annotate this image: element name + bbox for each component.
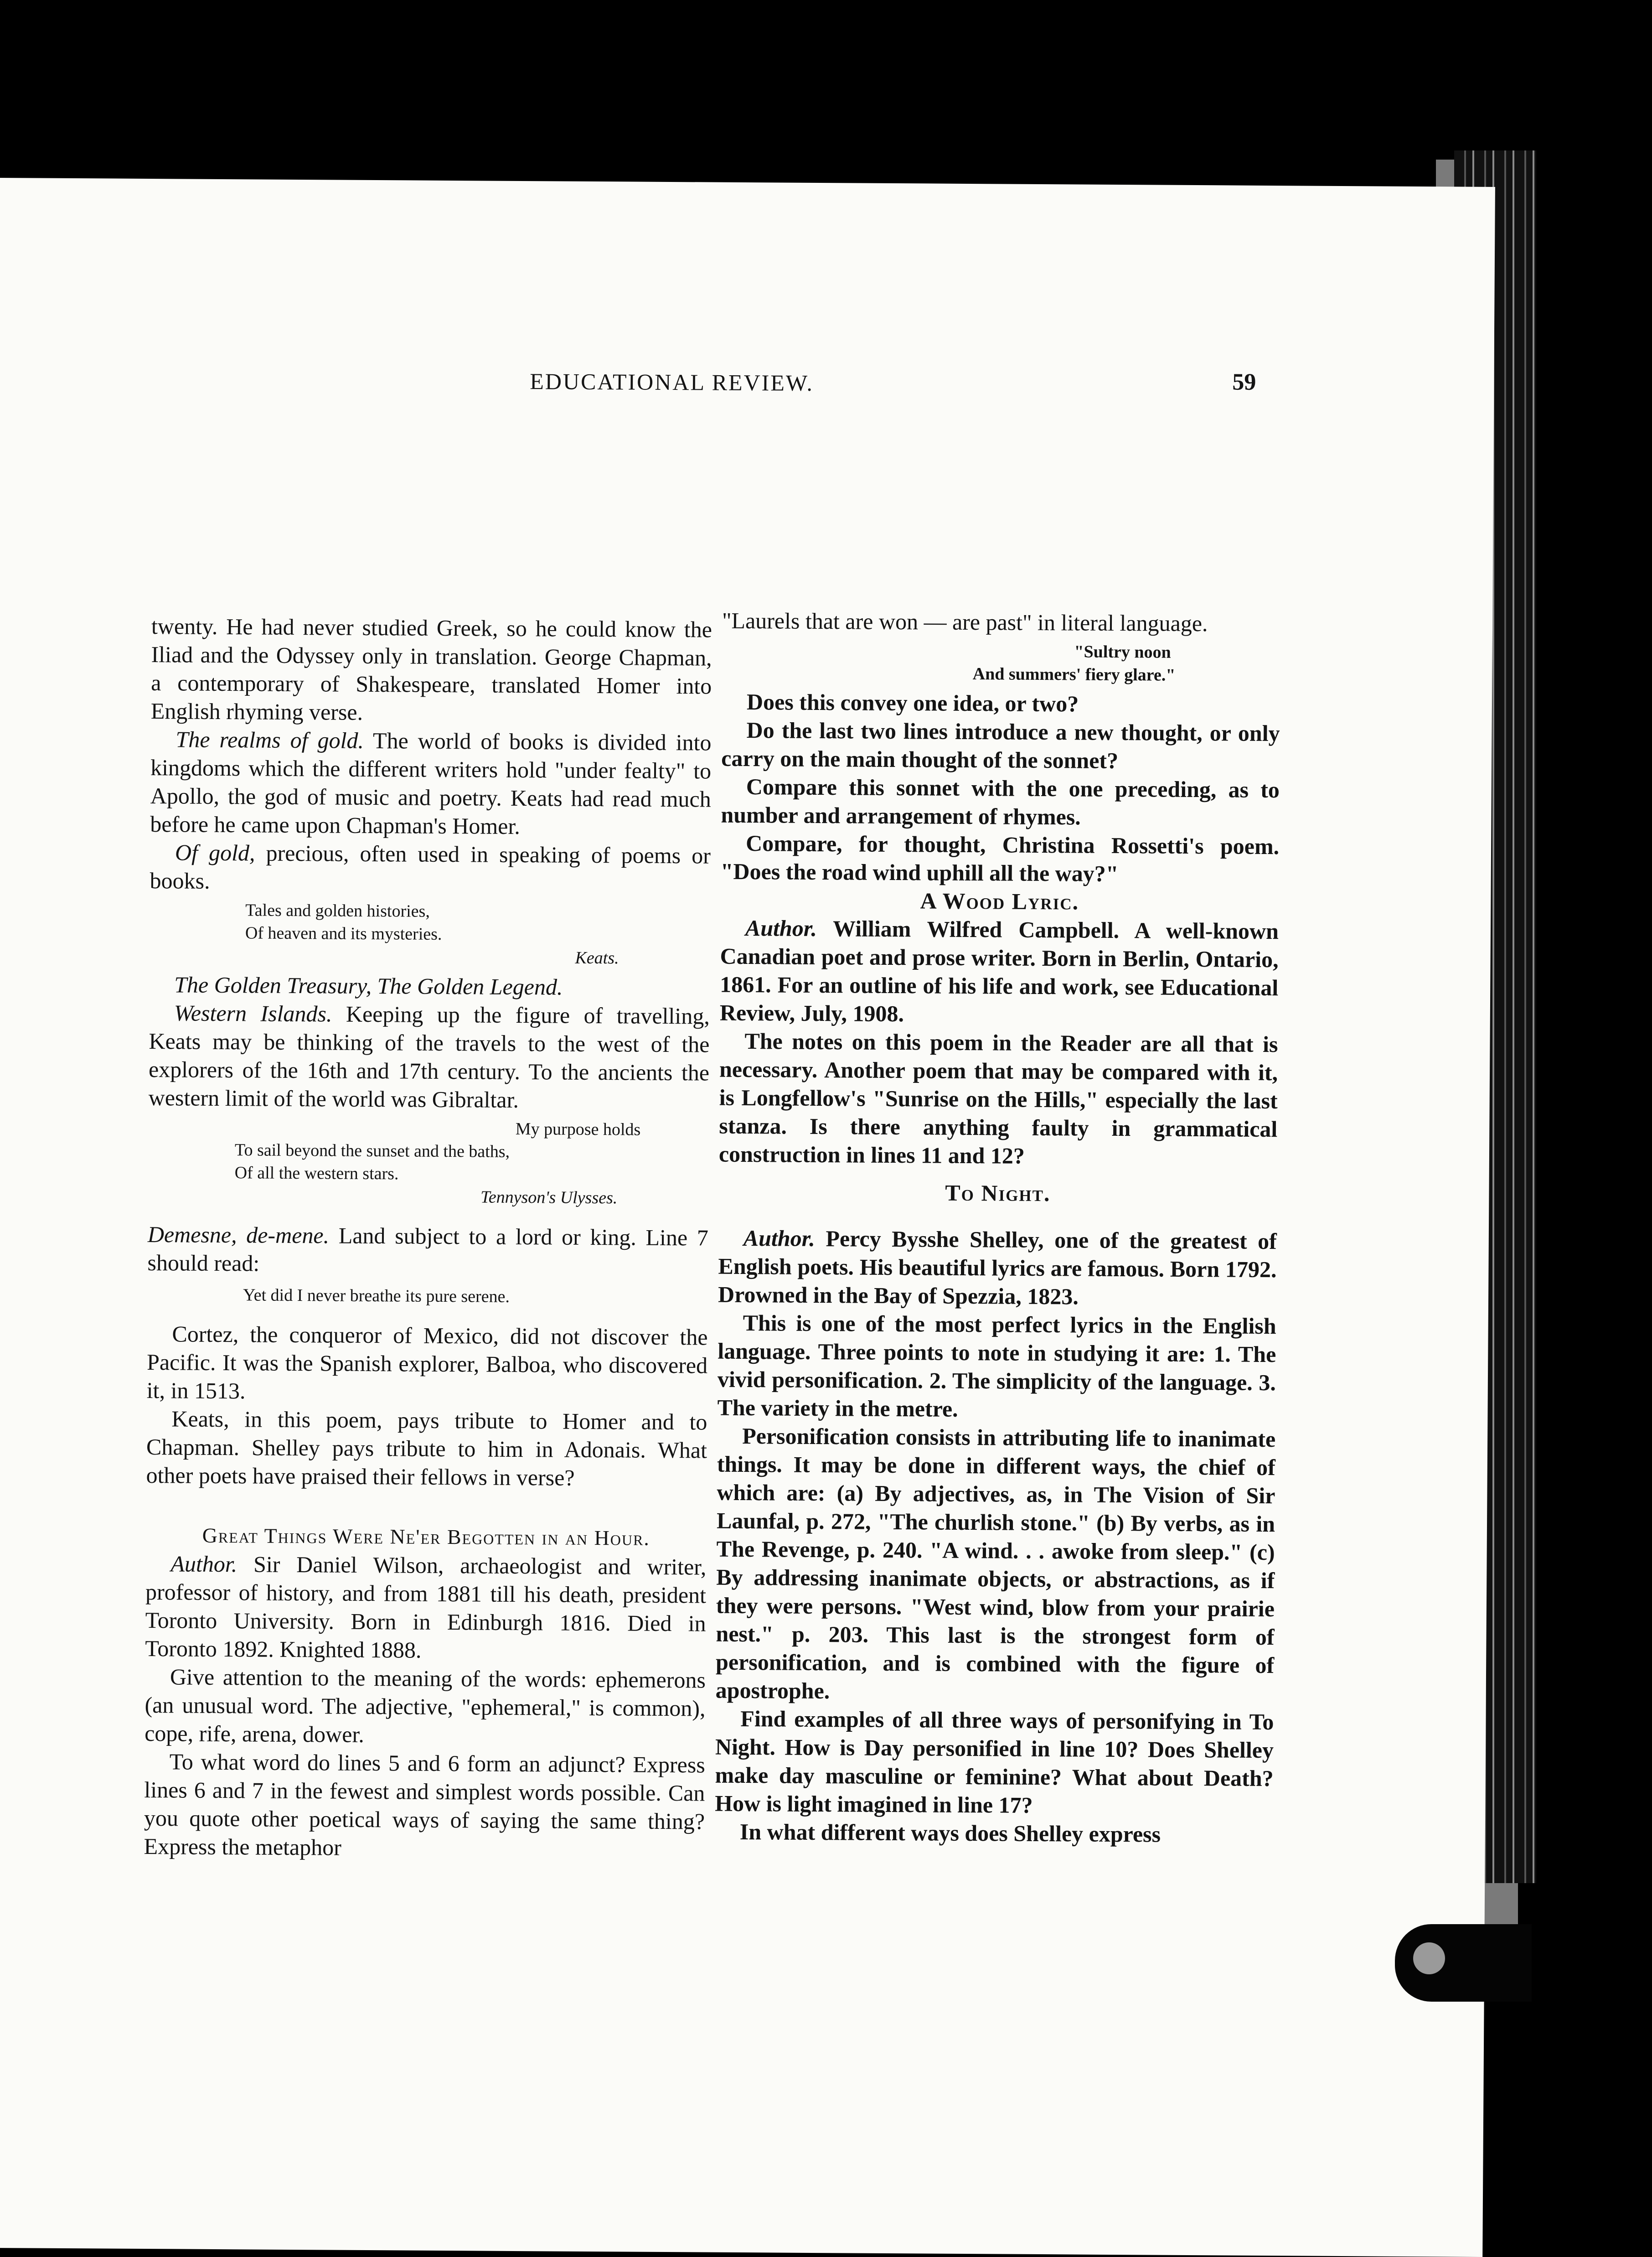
quote-line: Of heaven and its mysteries. — [245, 923, 442, 944]
paragraph: The Golden Treasury, The Golden Legend. — [174, 972, 563, 1000]
paragraph-text: Keeping up the figure of travelling, Keats may be thinking of the travels to the west of the explorers of the 16th and 17th century. To the ancients the western limit of the world was Gibraltar. — [148, 1001, 710, 1113]
section-heading: A Wood Lyric. — [920, 888, 1079, 915]
quote-line: My purpose holds — [515, 1119, 641, 1139]
book-clip-highlight — [1413, 1942, 1445, 1974]
paragraph: twenty. He had never studied Greek, so he could know the Iliad and the Odyssey only in translation. George Chapman, a contemporary of Shakespeare, translated Homer into English rhyming verse. — [150, 613, 712, 725]
page-number: 59 — [1232, 369, 1256, 395]
paragraph — [150, 725, 711, 842]
paragraph: Compare, for thought, Christina Rossetti's poem. "Does the road wind uphill all the way?" — [720, 830, 1280, 887]
term: Of gold, — [175, 839, 255, 866]
paragraph: Does this convey one idea, or two? — [746, 689, 1079, 717]
paragraph: "Laurels that are won — are past" in literal language. — [722, 607, 1208, 637]
paragraph — [148, 999, 709, 1115]
section-heading: Great Things Were Ne'er Begotten in an Hour. — [202, 1523, 650, 1550]
term: Author. — [170, 1551, 237, 1577]
paragraph: The notes on this poem in the Reader are all that is necessary. Another poem that may be compared with it, is Longfellow's "Sunrise on the Hills," especially the last stanza. Is there anything faulty in grammatical construction in lines 11 and 12? — [718, 1028, 1278, 1169]
paragraph: This is one of the most perfect lyrics in the English language. Three points to note in studying it are: 1. The vivid personification. 2. The simplicity of the language. 3. The variety in the metre. — [717, 1310, 1276, 1422]
paragraph: Cortez, the conqueror of Mexico, did not discover the Pacific. It was the Spanish explorer, Balboa, who discovered it, in 1513. — [146, 1321, 708, 1404]
section-heading: To Night. — [945, 1180, 1051, 1206]
paragraph: Do the last two lines introduce a new thought, or only carry on the main thought of the sonnet? — [721, 717, 1280, 774]
term: Author. — [745, 915, 817, 941]
paragraph: To what word do lines 5 and 6 form an adjunct? Express lines 6 and 7 in the fewest and simplest words possible. Can you quote other poetical ways of saying the same thing? Express the metaphor — [144, 1749, 705, 1860]
quote-line: To sail beyond the sunset and the baths, — [234, 1140, 510, 1161]
quote-line: Of all the western stars. — [234, 1163, 399, 1184]
document-page — [0, 178, 1495, 2257]
paragraph: Find examples of all three ways of personifying in To Night. How is Day personified in line 10? Does Shelley make day masculine or feminine? What about Death? How is light imagined in line 17? — [715, 1705, 1274, 1818]
paragraph-text: The world of books is divided into kingdoms which the different writers hold "under fealty" to Apollo, the god of music and poetry. Keats had read much before he came upon Chapman's Homer. — [150, 728, 712, 839]
term: Demesne, de-mene. — [147, 1222, 330, 1248]
right-column — [715, 606, 1281, 1849]
paragraph: Compare this sonnet with the one preceding, as to number and arrangement of rhymes. — [721, 774, 1280, 830]
paragraph: Keats, in this poem, pays tribute to Homer and to Chapman. Shelley pays tribute to him in Adonais. What other poets have praised their fellows in verse? — [146, 1406, 707, 1491]
paragraph: Give attention to the meaning of the words: ephemerons (an unusual word. The adjective, "ephemeral," is common), cope, rife, arena, dower. — [144, 1664, 706, 1747]
paragraph — [147, 1220, 708, 1280]
paragraph — [720, 914, 1279, 1030]
quote-line: And summers' fiery glare." — [972, 664, 1176, 685]
quote-source: Keats. — [575, 948, 619, 968]
quote-line: "Sultry noon — [1074, 642, 1171, 662]
paragraph-text: Sir Daniel Wilson, archaeologist and writer, professor of history, and from 1881 till his death, president Toronto University. Born in Edinburgh 1816. Died in Toronto 1892. Knighted 1888. — [145, 1551, 707, 1663]
paragraph: In what different ways does Shelley express — [739, 1818, 1161, 1847]
paragraph-text: William Wilfred Campbell. A well-known Canadian poet and prose writer. Born in Berlin, Ontario, 1861. For an outline of his life and work, see Educational Review, July, 1908. — [719, 916, 1279, 1027]
left-column — [144, 612, 712, 1864]
quote-line: Tales and golden histories, — [245, 901, 430, 921]
paragraph — [145, 1549, 706, 1666]
term: The realms of gold. — [176, 726, 364, 753]
running-header: EDUCATIONAL REVIEW. — [530, 368, 814, 396]
quote-line: Yet did I never breathe its pure serene. — [243, 1285, 510, 1306]
paragraph — [718, 1224, 1277, 1312]
paragraph-text: Percy Bysshe Shelley, one of the greatest of English poets. His beautiful lyrics are famous. Born 1792. Drowned in the Bay of Spezzia, 1823. — [718, 1226, 1277, 1310]
paragraph-text: Land subject to a lord or king. Line 7 should read: — [147, 1222, 709, 1276]
paragraph-text: precious, often used in speaking of poems or books. — [150, 840, 711, 894]
term: Western Islands. — [174, 1000, 332, 1027]
quote-source: Tennyson's Ulysses. — [480, 1187, 618, 1208]
term: Author. — [743, 1225, 816, 1251]
paragraph: Personification consists in attributing life to inanimate things. It may be done in different ways, the chief of which are: (a) By adjectives, as, in The Vision of Sir Launfal, p. 272, "The churlish stone." (b) By verbs, as in The Revenge, p. 240. "A wind. . . awoke from sleep." (c) By addressing inanimate objects, or abstractions, as if they were persons. "West wind, blow from your prairie nest." p. 203. This last is the strongest form of personification, and is combined with the figure of apostrophe. — [715, 1423, 1276, 1704]
paragraph — [150, 838, 711, 898]
